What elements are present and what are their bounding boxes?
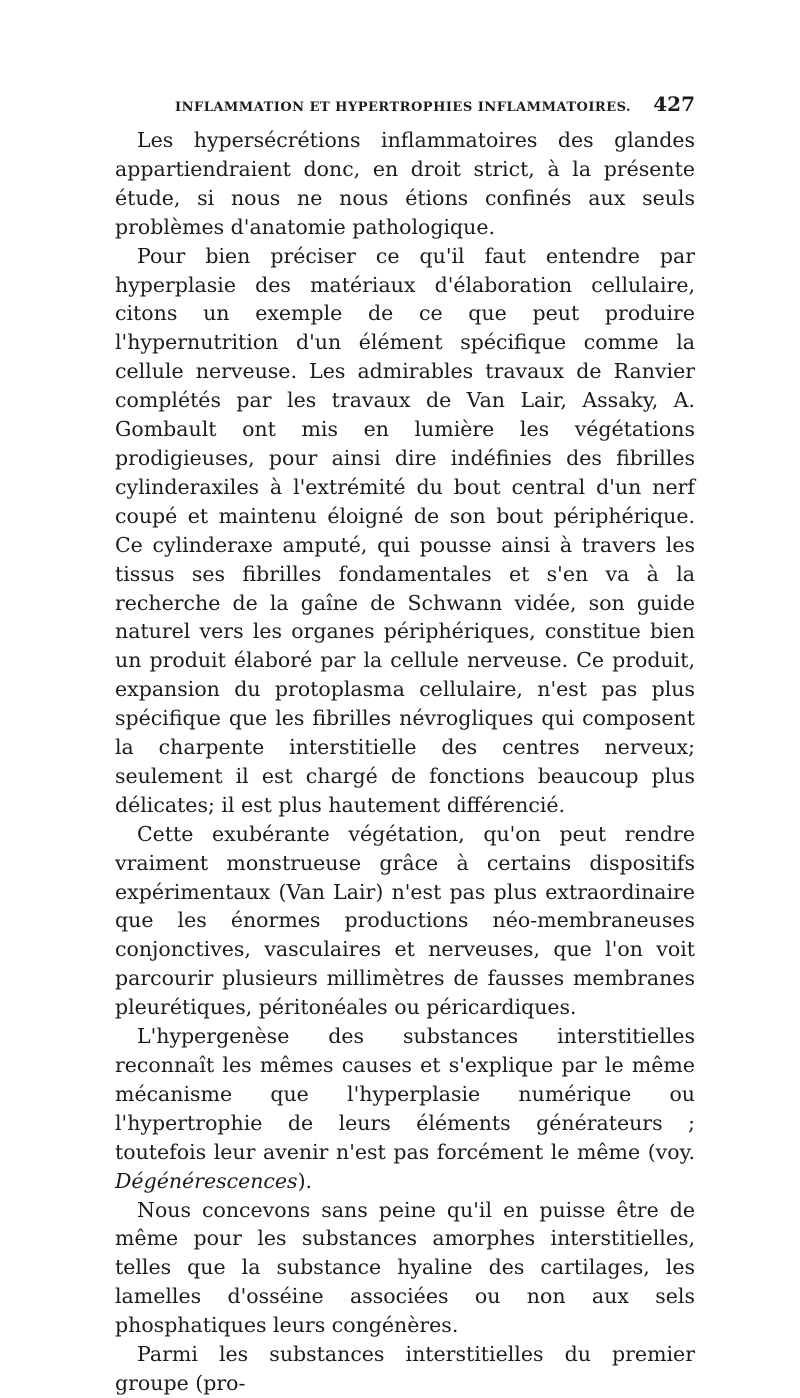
paragraph-5: Nous concevons sans peine qu'il en puisse être de même pour les substances amorphes interstitielles, telles que la substance hyaline des cartilages, les lamelles d'osséine associées ou non aux sels phosphatiques leurs congénères. <box>115 1197 695 1338</box>
paragraph-4 <box>115 1022 695 1195</box>
page-header <box>175 92 695 122</box>
italic-reference: Dégénérescences <box>115 1168 298 1193</box>
paragraph-4-text-before: L'hypergenèse des substances interstitielles reconnaît les mêmes causes et s'explique par le même mécanisme que l'hyperplasie numérique ou l'hypertrophie de leurs éléments générateurs ; toutefois leur avenir n'est pas forcément le même (voy. <box>115 1024 695 1164</box>
paragraph-1: Les hypersécrétions inflammatoires des glandes appartiendraient donc, en droit strict, à la présente étude, si nous ne nous étions confinés aux seuls problèmes d'anatomie pathologique. <box>115 128 695 239</box>
page-number: 427 <box>653 92 695 116</box>
body-text <box>115 126 695 1398</box>
paragraph-4-text-after: ). <box>297 1168 313 1193</box>
running-head: INFLAMMATION ET HYPERTROPHIES INFLAMMATOIRES. <box>175 100 632 115</box>
paragraph-3: Cette exubérante végétation, qu'on peut rendre vraiment monstrueuse grâce à certains dispositifs expérimentaux (Van Lair) n'est pas plus extraordinaire que les énormes productions néo-membraneuses conjonctives, vasculaires et nerveuses, que l'on voit parcourir plusieurs millimètres de fausses membranes pleurétiques, péritonéales ou péricardiques. <box>115 821 695 1020</box>
paragraph-6: Parmi les substances interstitielles du premier groupe (pro- <box>115 1342 695 1395</box>
paragraph-2: Pour bien préciser ce qu'il faut entendre par hyperplasie des matériaux d'élaboration cellulaire, citons un exemple de ce que peut produire l'hypernutrition d'un élément spécifique comme la cellule nerveuse. Les admirables travaux de Ranvier complétés par les travaux de Van Lair, Assaky, A. Gombault ont mis en lumière les végétations prodigieuses, pour ainsi dire indéfinies des fibrilles cylinderaxiles à l'extrémité du bout central d'un nerf coupé et maintenu éloigné de son bout périphérique. Ce cylinderaxe amputé, qui pousse ainsi à travers les tissus ses fibrilles fondamentales et s'en va à la recherche de la gaîne de Schwann vidée, son guide naturel vers les organes périphériques, constitue bien un produit élaboré par la cellule nerveuse. Ce produit, expansion du protoplasma cellulaire, n'est pas plus spécifique que les fibrilles névrogliques qui composent la charpente interstitielle des centres nerveux; seulement il est chargé de fonctions beaucoup plus délicates; il est plus hautement différencié. <box>115 243 695 817</box>
